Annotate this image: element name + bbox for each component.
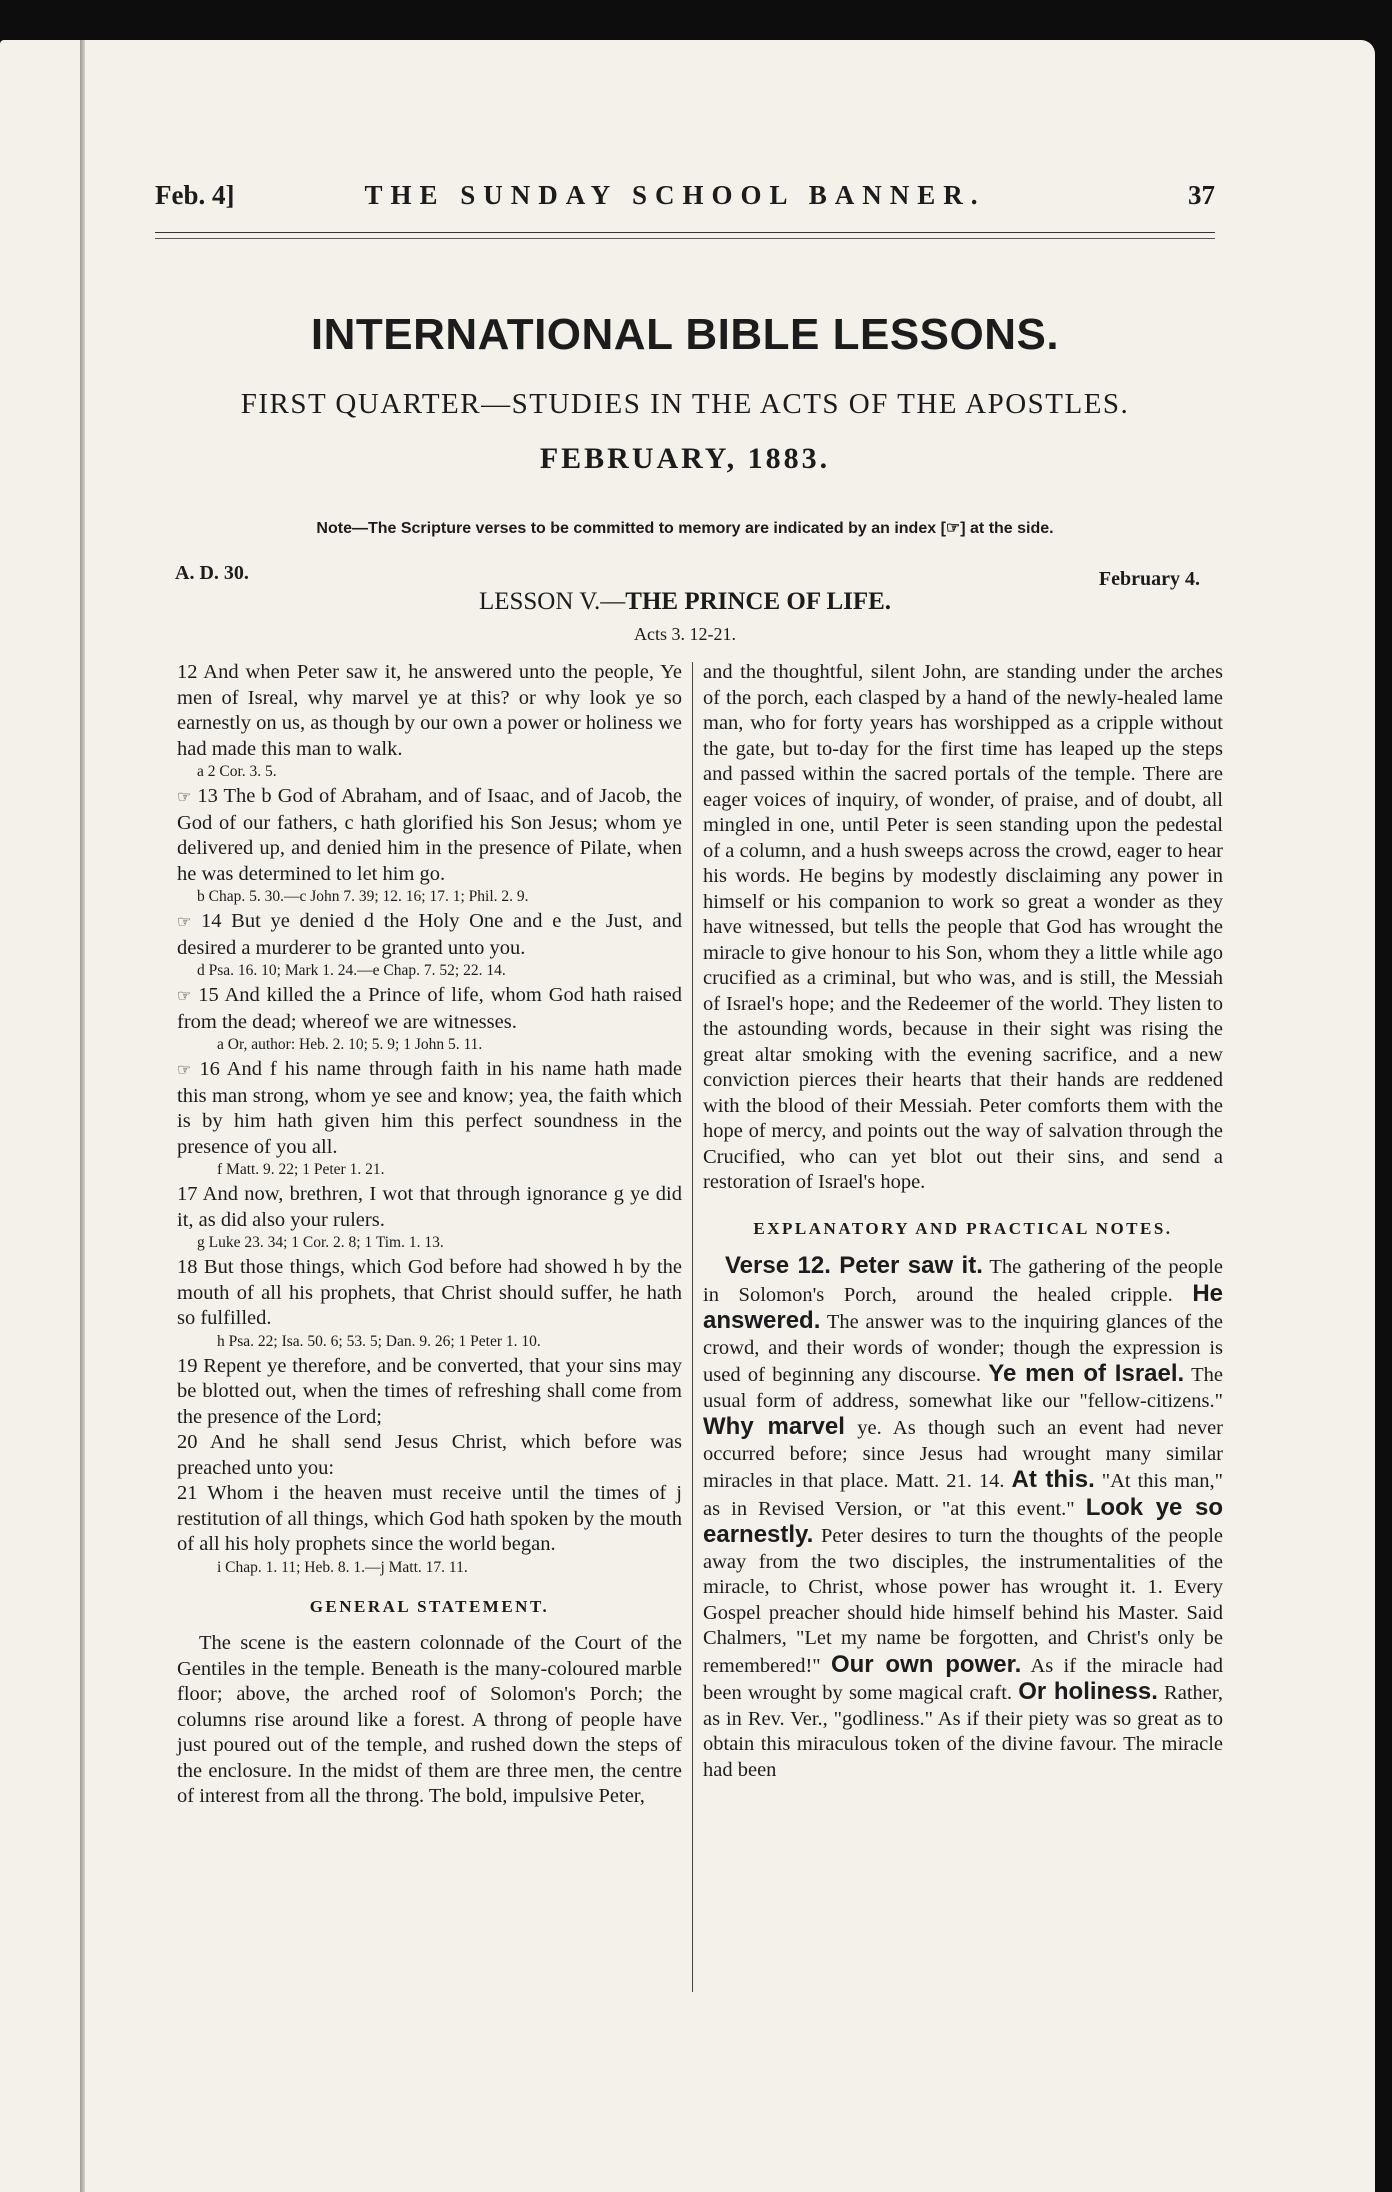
left-column — [177, 660, 682, 1810]
lesson-name: THE PRINCE OF LIFE. — [625, 588, 892, 615]
verse-13 — [177, 784, 682, 887]
note-lead: Or holiness. — [1018, 1678, 1158, 1705]
verse-16-text: 16 And f his name through faith in his name hath made this man strong, whom ye see and know; yea, the faith which is by him hath given him this perfect soundness in the presence of you all. — [177, 1058, 683, 1158]
verse-18-ref: h Psa. 22; Isa. 50. 6; 53. 5; Dan. 9. 26; 1 Peter 1. 10. — [217, 1332, 541, 1350]
note-text: The gathering of the people in Solomon's Porch, around the healed cripple. — [703, 1256, 1223, 1306]
lesson-number: LESSON V.— — [478, 588, 626, 615]
verse-21: 21 Whom i the heaven must receive until the times of j restitution of all things, which God hath spoken by the mouth of all his holy prophets since the world began. — [177, 1482, 682, 1555]
running-head — [155, 180, 1215, 230]
verse-14-text: 14 But ye denied d the Holy One and e the Just, and desired a murderer to be granted unto you. — [177, 910, 682, 959]
general-statement-continued: and the thoughtful, silent John, are standing under the arches of the porch, each clasped by a hand of the newly-healed lame man, who for forty years has worshipped as a cripple without the gate, but to-day for the first time has leaped up the steps and passed within the sacred portals of the temple. There are eager voices of inquiry, of wonder, of praise, and of doubt, all mingled in one, until Peter is seen standing upon the pedestal of a column, and a hush sweeps across the crowd, eager to hear his words. He begins by modestly disclaiming any power in himself or his companion to work so great a wonder as they have witnessed, but tells the people that God has wrought the miracle to give honour to his Son, whom they a little while ago crucified as a criminal, but who was, and is still, the Messiah of Israel's hope; and the Redeemer of the world. They listen to the astounding words, because in their sight was rising the great altar smoking with the evening sacrifice, and a new conviction pierces their hearts that their hands are reddened with the blood of their Messiah. Peter comforts them with the hope of mercy, and points out the way of salvation through the Crucified, who can yet blot out their sins, and send a restoration of Israel's hope. — [703, 661, 1223, 1193]
explanatory-notes — [703, 1253, 1223, 1783]
note-text: "At this man," as in Revised Version, or "at this event." — [703, 1470, 1224, 1520]
verse-13-ref: b Chap. 5. 30.—c John 7. 39; 12. 16; 17. 1; Phil. 2. 9. — [197, 888, 529, 905]
verse-15 — [177, 983, 682, 1035]
note-text: The answer was to the inquiring glances of the crowd, and their words of wonder; though the expression is used of beginning any discourse. — [703, 1311, 1223, 1386]
running-head-date: Feb. 4] — [155, 180, 235, 210]
note-lead: At this. — [1011, 1466, 1095, 1493]
lesson-date: February 4. — [1098, 568, 1200, 590]
month-heading: FEBRUARY, 1883. — [539, 442, 831, 475]
lesson-year: A. D. 30. — [175, 562, 249, 584]
notes-heading: EXPLANATORY AND PRACTICAL NOTES. — [753, 1218, 1173, 1238]
right-column — [703, 660, 1223, 1783]
memory-note: Note—The Scripture verses to be committed to memory are indicated by an index [☞] at the side. — [316, 520, 1054, 537]
note-lead: Our own power. — [830, 1650, 1022, 1678]
verse-21-ref: i Chap. 1. 11; Heb. 8. 1.—j Matt. 17. 11. — [217, 1558, 468, 1576]
page-title: INTERNATIONAL BIBLE LESSONS. — [310, 310, 1060, 359]
note-text: ye. As though such an event had never occurred before; since Jesus had wrought many similar miracles in that place. Matt. 21. 14. — [703, 1417, 1224, 1492]
verse-19: 19 Repent ye therefore, and be converted, that your sins may be blotted out, when the times of refreshing shall come from the presence of the Lord; — [177, 1354, 682, 1428]
note-lead: Verse 12. Peter saw it. — [725, 1252, 983, 1279]
verse-12-ref: a 2 Cor. 3. 5. — [197, 763, 277, 780]
verse-12: 12 And when Peter saw it, he answered unto the people, Ye men of Isreal, why marvel ye at this? or why look ye so earnestly on us, as though by our own a power or holiness we had made this man to walk. — [177, 661, 683, 760]
running-head-title: THE SUNDAY SCHOOL BANNER. — [364, 180, 986, 210]
note-text: Peter desires to turn the thoughts of the people away from the two disciples, the instrumentalities of the miracle, to Christ, whose power has wrought it. 1. Every Gospel preacher should hide himself behind his Master. Said Chalmers, "Let my name be forgotten, and Christ's only be remembered!" — [703, 1525, 1223, 1677]
note-lead: He answered. — [703, 1279, 1223, 1334]
verse-15-ref: a Or, author: Heb. 2. 10; 5. 9; 1 John 5. 11. — [217, 1036, 483, 1053]
index-hand-icon: ☞ — [177, 988, 192, 1005]
index-hand-icon: ☞ — [177, 1062, 192, 1079]
header-rule-thin — [155, 238, 1215, 239]
general-statement-text: The scene is the eastern colonnade of the Court of the Gentiles in the temple. Beneath is the many-coloured marble floor; above, the arched roof of Solomon's Porch; the columns rise around like a forest. A throng of people have just poured out of the temple, and rushed down the steps of the enclosure. In the midst of them are three men, the centre of interest from all the throng. The bold, impulsive Peter, — [177, 1632, 682, 1807]
verse-14 — [177, 909, 682, 961]
note-lead: Why marvel — [703, 1413, 845, 1440]
note-text: The usual form of address, somewhat like our "fellow-citizens." — [703, 1364, 1224, 1412]
verse-18: 18 But those things, which God before had showed h by the mouth of all his prophets, that Christ should suffer, he hath so fulfilled. — [177, 1256, 682, 1329]
verse-16 — [177, 1057, 682, 1160]
lesson-title — [155, 588, 1215, 616]
note-text: As if the miracle had been wrought by some magical craft. — [703, 1654, 1223, 1704]
page-binding-edge — [80, 40, 85, 2192]
note-lead: Ye men of Israel. — [988, 1360, 1185, 1387]
header-rule — [155, 232, 1215, 233]
verse-20: 20 And he shall send Jesus Christ, which before was preached unto you: — [177, 1431, 682, 1479]
verse-17-ref: g Luke 23. 34; 1 Cor. 2. 8; 1 Tim. 1. 13. — [197, 1234, 444, 1251]
verse-15-text: 15 And killed the a Prince of life, whom God hath raised from the dead; whereof we are witnesses. — [177, 984, 682, 1033]
index-hand-icon: ☞ — [177, 789, 192, 806]
verse-17: 17 And now, brethren, I wot that through ignorance g ye did it, as did also your rulers. — [177, 1183, 682, 1231]
verse-14-ref: d Psa. 16. 10; Mark 1. 24.—e Chap. 7. 52; 22. 14. — [197, 962, 506, 979]
index-hand-icon: ☞ — [177, 914, 192, 931]
column-divider — [692, 662, 693, 1992]
lesson-reference: Acts 3. 12-21. — [634, 624, 736, 644]
page-subtitle: FIRST QUARTER—STUDIES IN THE ACTS OF THE APOSTLES. — [240, 388, 1130, 420]
page-number: 37 — [1188, 180, 1215, 210]
book-page — [0, 40, 1375, 2192]
verse-13-text: 13 The b God of Abraham, and of Isaac, and of Jacob, the God of our fathers, c hath glorified his Son Jesus; whom ye delivered up, and denied him in the presence of Pilate, when he was determined to let him go. — [177, 785, 683, 885]
note-text: Rather, as in Rev. Ver., "godliness." As if their piety was so great as to obtain this miraculous token of the divine favour. The miracle had been — [703, 1682, 1223, 1781]
verse-16-ref: f Matt. 9. 22; 1 Peter 1. 21. — [217, 1161, 385, 1178]
general-statement-heading: GENERAL STATEMENT. — [309, 1596, 550, 1616]
note-lead: Look ye so earnestly. — [703, 1493, 1224, 1548]
